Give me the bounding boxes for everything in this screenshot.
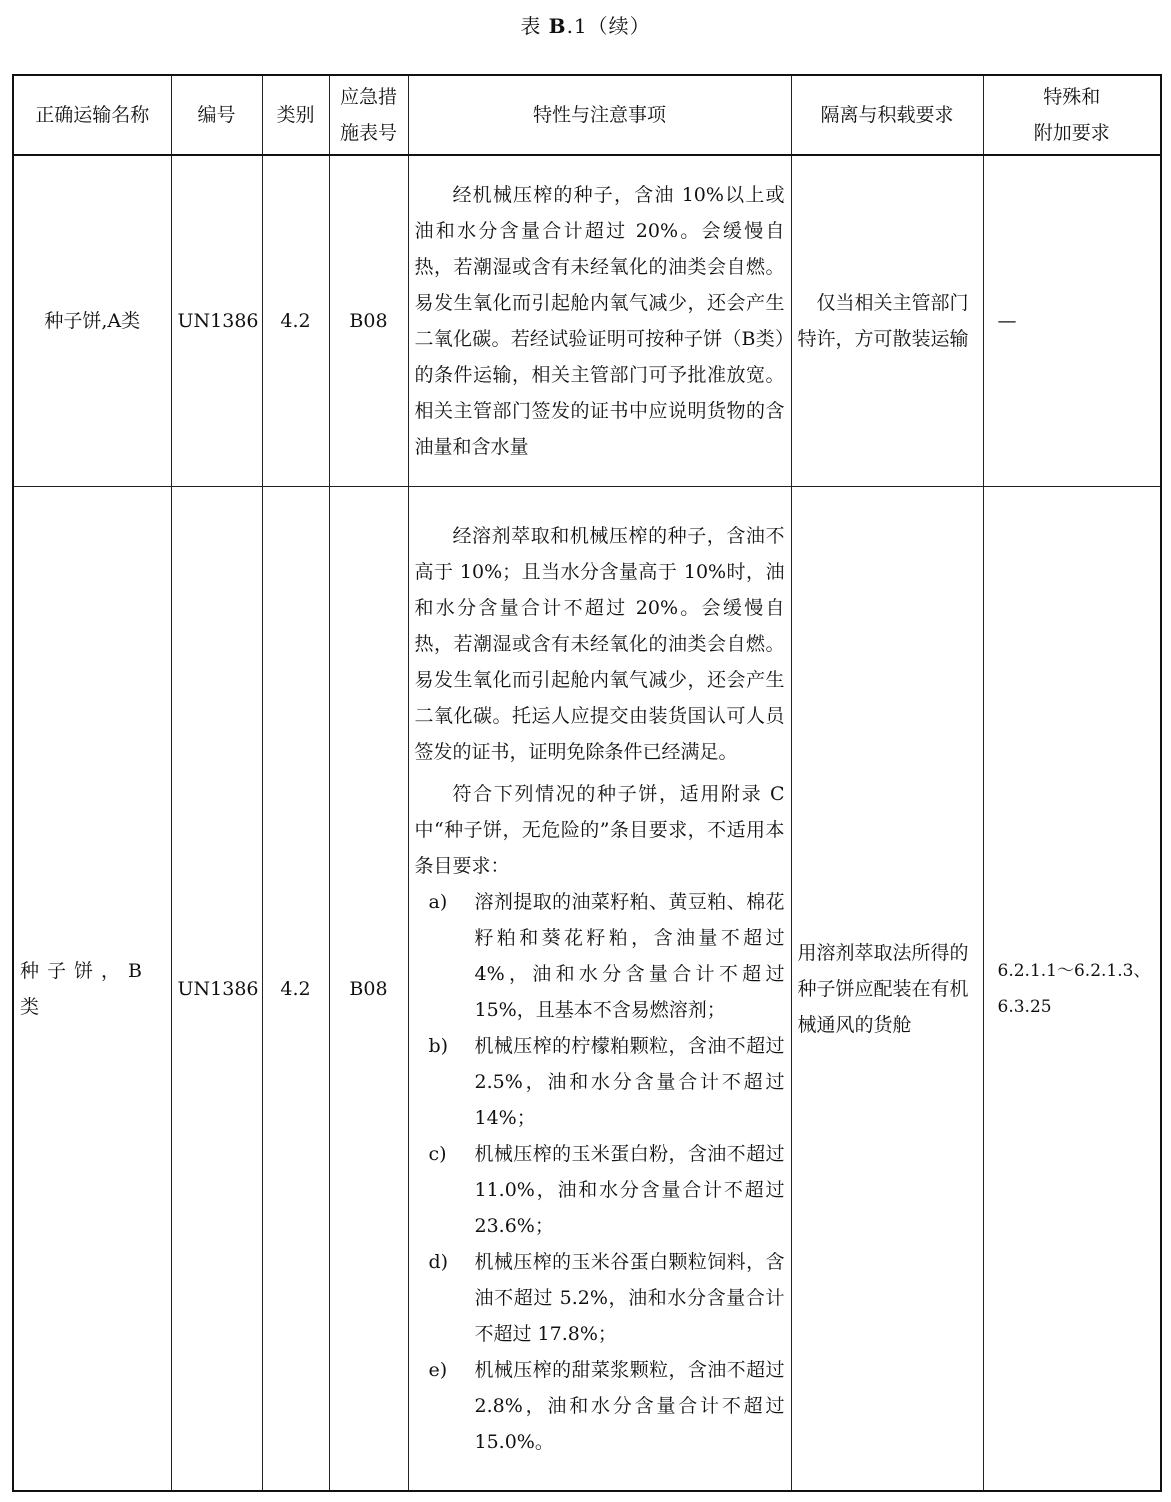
cell-name: 种子饼,A类 xyxy=(13,155,171,487)
header-row xyxy=(13,75,1161,155)
cell-special: 6.2.1.1～6.2.1.3、6.3.25 xyxy=(983,487,1161,1492)
list-text: 机械压榨的玉米蛋白粉，含油不超过 11.0%，油和水分含量合计不超过 23.6%； xyxy=(474,1142,785,1237)
header-ems-line2: 施表号 xyxy=(339,122,397,144)
list-item xyxy=(415,884,785,1028)
segregation-text: 仅当相关主管部门特许，方可散装运输 xyxy=(797,292,969,350)
table-row xyxy=(13,487,1161,1492)
caption-bold: B xyxy=(548,14,567,38)
properties-text: 经机械压榨的种子，含油 10%以上或油和水分含量合计超过 20%。会缓慢自热，若潮湿或含有未经氧化的油类会自燃。易发生氧化而引起舱内氧气减少，还会产生二氧化碳。若经试验证明可按种子饼（B类）的条件运输，相关主管部门可予批准放宽。相关主管部门签发的证书中应说明货物的含油量和含水量 xyxy=(414,184,785,458)
header-special-line1: 特殊和 xyxy=(1043,86,1101,108)
list-item xyxy=(415,1352,785,1460)
cell-special: — xyxy=(983,155,1161,487)
list-text: 机械压榨的甜菜浆颗粒，含油不超过 2.8%，油和水分含量合计不超过 15.0%。 xyxy=(474,1358,785,1453)
list-text: 机械压榨的柠檬粕颗粒，含油不超过 2.5%，油和水分含量合计不超过 14%； xyxy=(474,1034,785,1129)
list-text: 机械压榨的玉米谷蛋白颗粒饲料，含油不超过 5.2%，油和水分含量合计不超过 17.8%； xyxy=(474,1250,785,1345)
table-caption xyxy=(0,10,1171,39)
header-number: 编号 xyxy=(171,75,262,155)
list-text: 溶剂提取的油菜籽粕、黄豆粕、棉花籽粕和葵花籽粕，含油量不超过 4%，油和水分含量合计不超过 15%，且基本不含易燃溶剂； xyxy=(474,890,785,1021)
list-marker: e) xyxy=(428,1358,448,1381)
cell-segregation xyxy=(791,487,983,1492)
cell-ems: B08 xyxy=(329,487,408,1492)
exemption-list xyxy=(415,884,785,1460)
header-properties: 特性与注意事项 xyxy=(408,75,791,155)
table-row xyxy=(13,155,1161,487)
list-marker: d) xyxy=(428,1250,449,1273)
list-marker: b) xyxy=(428,1034,449,1057)
list-marker: a) xyxy=(428,890,448,913)
cell-name: 种子饼，B类 xyxy=(13,487,171,1492)
header-special-line2: 附加要求 xyxy=(1033,122,1110,144)
cell-properties xyxy=(408,487,791,1492)
caption-rest: .1（续） xyxy=(566,14,651,38)
properties-paragraph-1: 经溶剂萃取和机械压榨的种子，含油不高于 10%；且当水分含量高于 10%时，油和水分含量合计不超过 20%。会缓慢自热，若潮湿或含有未经氧化的油类会自燃。易发生氧化而引起舱内氧气减少，还会产生二氧化碳。托运人应提交由装货国认可人员签发的证书，证明免除条件已经满足。 xyxy=(414,524,785,763)
cell-class: 4.2 xyxy=(262,487,329,1492)
segregation-text: 用溶剂萃取法所得的种子饼应配装在有机械通风的货舱 xyxy=(797,941,969,1036)
cell-ems: B08 xyxy=(329,155,408,487)
cell-number: UN1386 xyxy=(171,487,262,1492)
header-class: 类别 xyxy=(262,75,329,155)
header-special xyxy=(983,75,1161,155)
cell-segregation xyxy=(791,155,983,487)
header-name: 正确运输名称 xyxy=(13,75,171,155)
header-ems xyxy=(329,75,408,155)
header-ems-line1: 应急措 xyxy=(339,86,397,108)
cell-properties xyxy=(408,155,791,487)
cell-class: 4.2 xyxy=(262,155,329,487)
cell-number: UN1386 xyxy=(171,155,262,487)
header-segregation: 隔离与积载要求 xyxy=(791,75,983,155)
caption-prefix: 表 xyxy=(520,14,549,38)
dangerous-goods-table xyxy=(12,74,1162,1492)
list-item xyxy=(415,1136,785,1244)
list-item xyxy=(415,1244,785,1352)
list-marker: c) xyxy=(428,1142,447,1165)
properties-paragraph-2: 符合下列情况的种子饼，适用附录 C 中“种子饼，无危险的”条目要求，不适用本条目要求： xyxy=(414,782,785,877)
list-item xyxy=(415,1028,785,1136)
